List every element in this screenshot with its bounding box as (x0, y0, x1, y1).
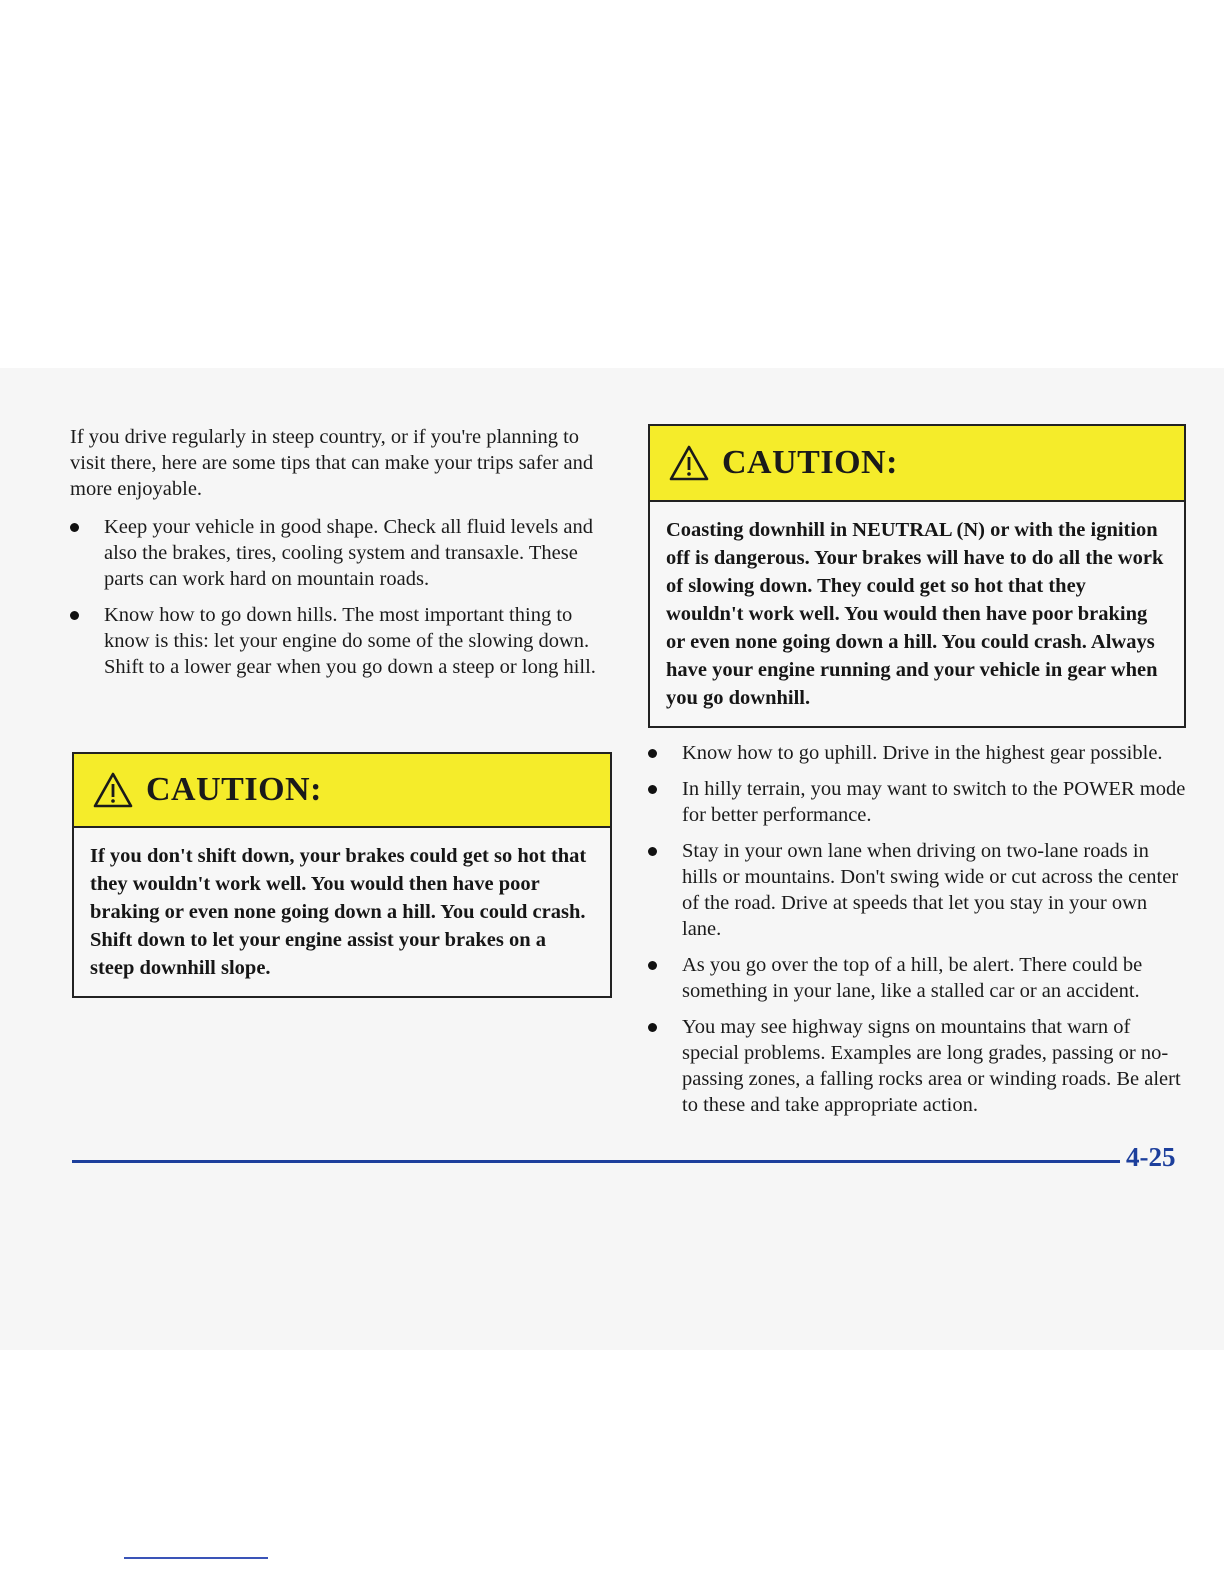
caution-box-left (72, 752, 612, 998)
list-item (648, 838, 1188, 942)
warning-triangle-icon (92, 771, 134, 809)
list-item-text: Know how to go down hills. The most important thing to know is this: let your engine do some of the slowing down. Shift to a lower gear when you go down a steep or long hill. (104, 604, 596, 678)
page-number: 4-25 (1126, 1142, 1176, 1172)
list-item (648, 776, 1188, 828)
list-item (70, 514, 610, 592)
list-item-text: You may see highway signs on mountains that warn of special problems. Examples are long grades, passing or no-passing zones, a falling rocks area or winding roads. Be alert to these and take appropriate action. (682, 1016, 1181, 1116)
bullet-icon (70, 611, 79, 620)
caution-header (650, 426, 1184, 502)
bullet-icon (648, 961, 657, 970)
caution-body: Coasting downhill in NEUTRAL (N) or with the ignition off is dangerous. Your brakes will have to do all the work of slowing down. They could get so hot that they wouldn't work well. You would then have poor braking or even none going down a hill. You could crash. Always have your engine running and your vehicle in gear when you go downhill. (666, 519, 1164, 709)
intro-paragraph: If you drive regularly in steep country, or if you're planning to visit there, here are some tips that can make your trips safer and more enjoyable. (70, 426, 594, 500)
caution-box-right (648, 424, 1186, 728)
right-column (648, 424, 1188, 1128)
list-item-text: Stay in your own lane when driving on two-lane roads in hills or mountains. Don't swing wide or cut across the center of the road. Drive at speeds that let you stay in your own lane. (682, 840, 1179, 940)
list-item (648, 1014, 1188, 1118)
list-item-text: In hilly terrain, you may want to switch to the POWER mode for better performance. (682, 778, 1186, 826)
caution-title: CAUTION: (146, 771, 322, 808)
caution-body: If you don't shift down, your brakes could get so hot that they wouldn't work well. You would then have poor braking or even none going down a hill. You could crash. Shift down to let your engine assist your brakes on a steep downhill slope. (90, 845, 587, 979)
list-item (648, 740, 1188, 766)
bullet-icon (648, 749, 657, 758)
bullet-icon (70, 523, 79, 532)
list-item (70, 602, 610, 680)
list-item-text: Keep your vehicle in good shape. Check all fluid levels and also the brakes, tires, cooling system and transaxle. These parts can work hard on mountain roads. (104, 516, 594, 590)
bottom-underline (124, 1557, 268, 1559)
list-item-text: Know how to go uphill. Drive in the highest gear possible. (682, 742, 1163, 764)
list-item (648, 952, 1188, 1004)
caution-header (74, 754, 610, 828)
left-column (70, 424, 610, 690)
bullet-icon (648, 785, 657, 794)
right-bullet-list (648, 740, 1188, 1118)
bullet-icon (648, 847, 657, 856)
caution-title: CAUTION: (722, 444, 898, 481)
footer-rule (72, 1160, 1120, 1163)
bullet-icon (648, 1023, 657, 1032)
warning-triangle-icon (668, 444, 710, 482)
left-bullet-list (70, 514, 610, 680)
list-item-text: As you go over the top of a hill, be alert. There could be something in your lane, like a stalled car or an accident. (682, 954, 1143, 1002)
